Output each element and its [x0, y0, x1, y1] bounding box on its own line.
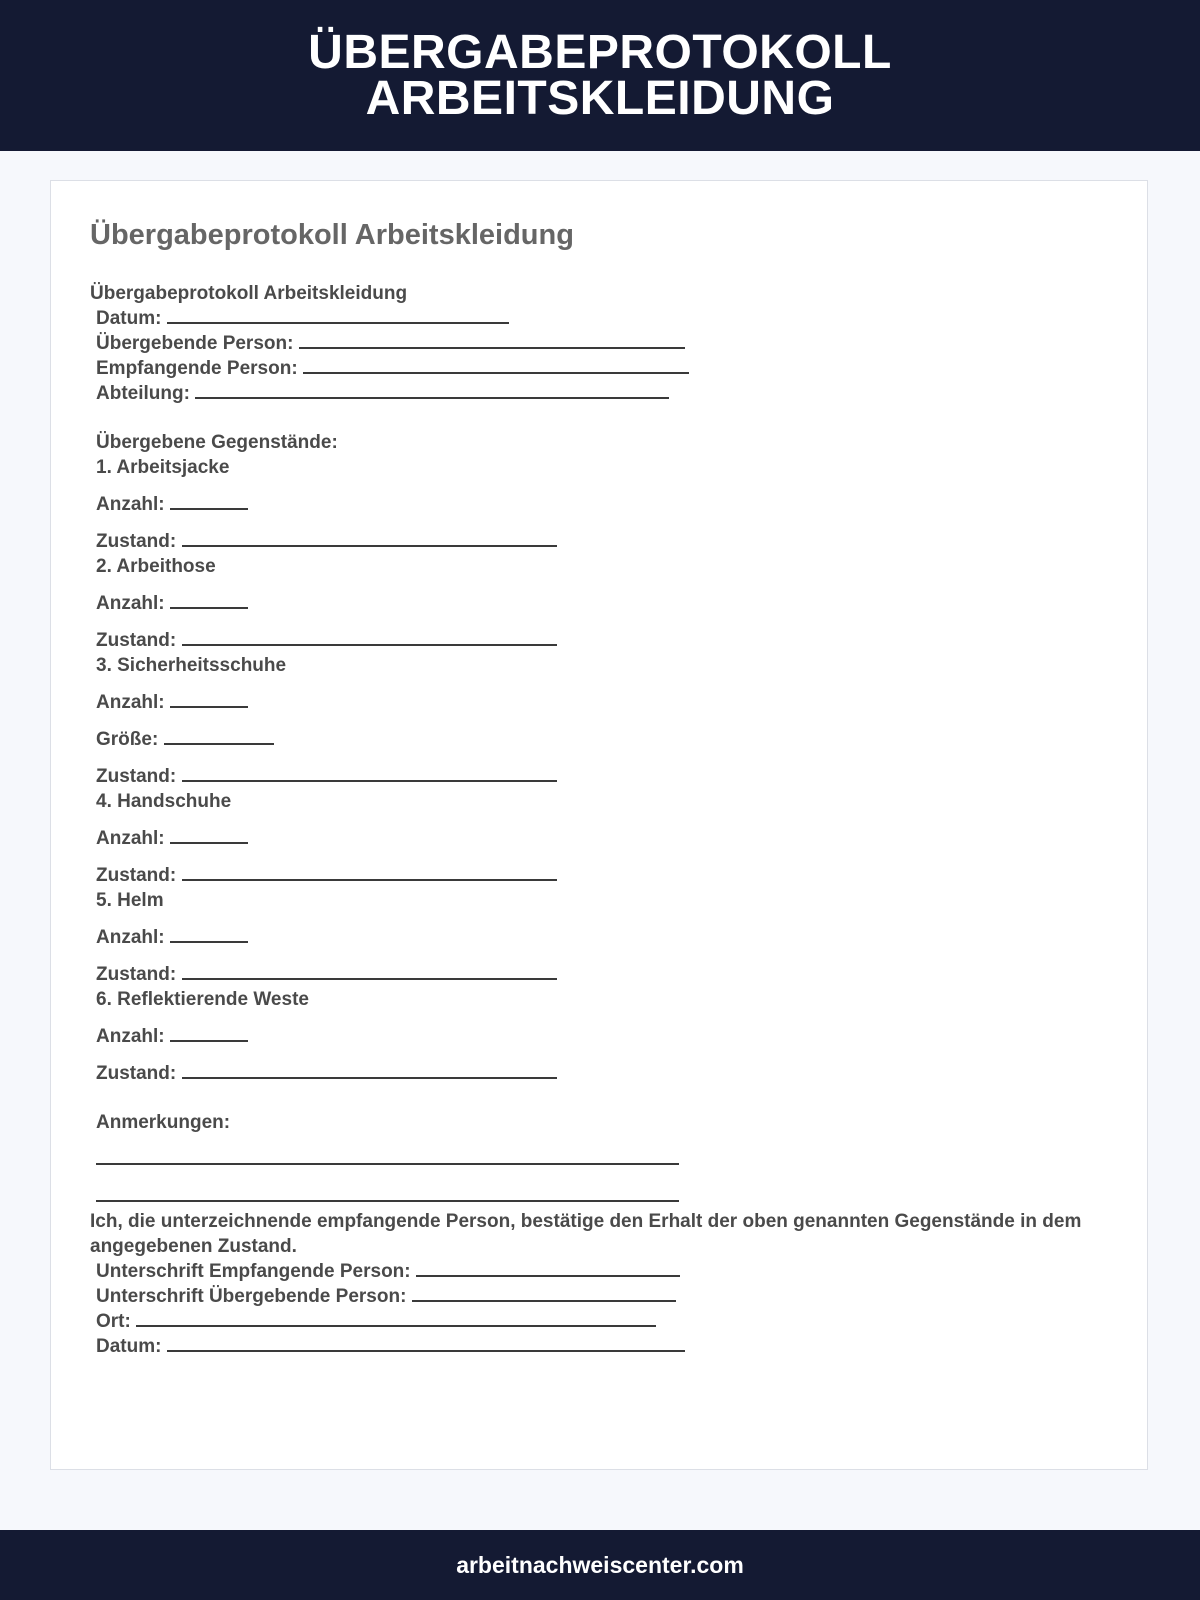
remarks-input-line[interactable] — [96, 1147, 679, 1165]
item-name: 4. Handschuhe — [96, 791, 232, 812]
anzahl-input-line[interactable] — [170, 492, 248, 510]
signature-uebergebende-label: Unterschrift Übergebende Person: — [96, 1286, 407, 1307]
item-anzahl — [90, 690, 1100, 715]
uebergebende-input-line[interactable] — [299, 331, 685, 349]
zustand-input-line[interactable] — [182, 863, 557, 881]
item-zustand — [90, 962, 1100, 987]
item-anzahl — [90, 492, 1100, 517]
remarks-heading: Anmerkungen: — [96, 1112, 231, 1133]
anzahl-input-line[interactable] — [170, 1024, 248, 1042]
zustand-input-line[interactable] — [182, 529, 557, 547]
signature-datum-line[interactable] — [167, 1334, 685, 1352]
item-name: 2. Arbeithose — [96, 556, 216, 577]
item-anzahl — [90, 925, 1100, 950]
field-datum-label: Datum: — [96, 308, 162, 329]
item-anzahl — [90, 826, 1100, 851]
zustand-input-line[interactable] — [182, 962, 557, 980]
item-name: 1. Arbeitsjacke — [96, 457, 230, 478]
groesse-label: Größe: — [96, 729, 159, 750]
item-anzahl — [90, 1024, 1100, 1049]
anzahl-label: Anzahl: — [96, 828, 165, 849]
remarks-line-1[interactable] — [90, 1147, 1100, 1172]
signature-empfangende — [90, 1259, 1100, 1284]
signature-datum-label: Datum: — [96, 1336, 162, 1357]
signature-uebergebende-line[interactable] — [412, 1284, 676, 1302]
item-zustand — [90, 764, 1100, 789]
zustand-input-line[interactable] — [182, 1061, 557, 1079]
field-uebergebende — [90, 331, 1100, 356]
abteilung-input-line[interactable] — [195, 381, 669, 399]
page-title — [308, 25, 892, 125]
item-zustand — [90, 628, 1100, 653]
anzahl-label: Anzahl: — [96, 1026, 165, 1047]
item-zustand — [90, 863, 1100, 888]
item-zustand — [90, 529, 1100, 554]
field-uebergebende-label: Übergebende Person: — [96, 333, 294, 354]
groesse-input-line[interactable] — [164, 727, 274, 745]
footer-site[interactable]: arbeitnachweiscenter.com — [456, 1551, 744, 1578]
confirmation-text: Ich, die unterzeichnende empfangende Person, bestätige den Erhalt der oben genannten Gegenstände in dem angegebenen Zustand. — [90, 1211, 1082, 1257]
field-abteilung-label: Abteilung: — [96, 383, 190, 404]
document-subtitle: Übergabeprotokoll Arbeitskleidung — [90, 283, 408, 304]
field-abteilung — [90, 381, 1100, 406]
anzahl-input-line[interactable] — [170, 591, 248, 609]
document-title: Übergabeprotokoll Arbeitskleidung — [90, 219, 574, 251]
anzahl-input-line[interactable] — [170, 925, 248, 943]
anzahl-label: Anzahl: — [96, 593, 165, 614]
document-body — [90, 281, 1100, 1359]
remarks-line-2[interactable] — [90, 1184, 1100, 1209]
remarks-input-line[interactable] — [96, 1184, 679, 1202]
signature-datum — [90, 1334, 1100, 1359]
page-header — [0, 0, 1200, 151]
empfangende-input-line[interactable] — [303, 356, 689, 374]
zustand-label: Zustand: — [96, 531, 177, 552]
anzahl-label: Anzahl: — [96, 927, 165, 948]
page-footer — [0, 1530, 1200, 1600]
signature-uebergebende — [90, 1284, 1100, 1309]
zustand-label: Zustand: — [96, 865, 177, 886]
signature-empfangende-label: Unterschrift Empfangende Person: — [96, 1261, 411, 1282]
anzahl-input-line[interactable] — [170, 826, 248, 844]
title-line-1: ÜBERGABEPROTOKOLL — [308, 25, 892, 79]
anzahl-label: Anzahl: — [96, 494, 165, 515]
field-datum — [90, 306, 1100, 331]
title-line-2: ARBEITSKLEIDUNG — [365, 71, 835, 125]
item-zustand — [90, 1061, 1100, 1086]
item-anzahl — [90, 591, 1100, 616]
item-groesse — [90, 727, 1100, 752]
zustand-label: Zustand: — [96, 964, 177, 985]
zustand-label: Zustand: — [96, 1063, 177, 1084]
document-sheet — [50, 180, 1148, 1470]
zustand-input-line[interactable] — [182, 764, 557, 782]
items-heading: Übergebene Gegenstände: — [96, 432, 338, 453]
field-empfangende-label: Empfangende Person: — [96, 358, 298, 379]
datum-input-line[interactable] — [167, 306, 509, 324]
anzahl-label: Anzahl: — [96, 692, 165, 713]
signature-ort-line[interactable] — [136, 1309, 656, 1327]
zustand-label: Zustand: — [96, 766, 177, 787]
signature-ort — [90, 1309, 1100, 1334]
item-name: 3. Sicherheitsschuhe — [96, 655, 287, 676]
zustand-input-line[interactable] — [182, 628, 557, 646]
item-name: 6. Reflektierende Weste — [96, 989, 309, 1010]
field-empfangende — [90, 356, 1100, 381]
signature-empfangende-line[interactable] — [416, 1259, 680, 1277]
item-name: 5. Helm — [96, 890, 164, 911]
signature-ort-label: Ort: — [96, 1311, 131, 1332]
anzahl-input-line[interactable] — [170, 690, 248, 708]
zustand-label: Zustand: — [96, 630, 177, 651]
